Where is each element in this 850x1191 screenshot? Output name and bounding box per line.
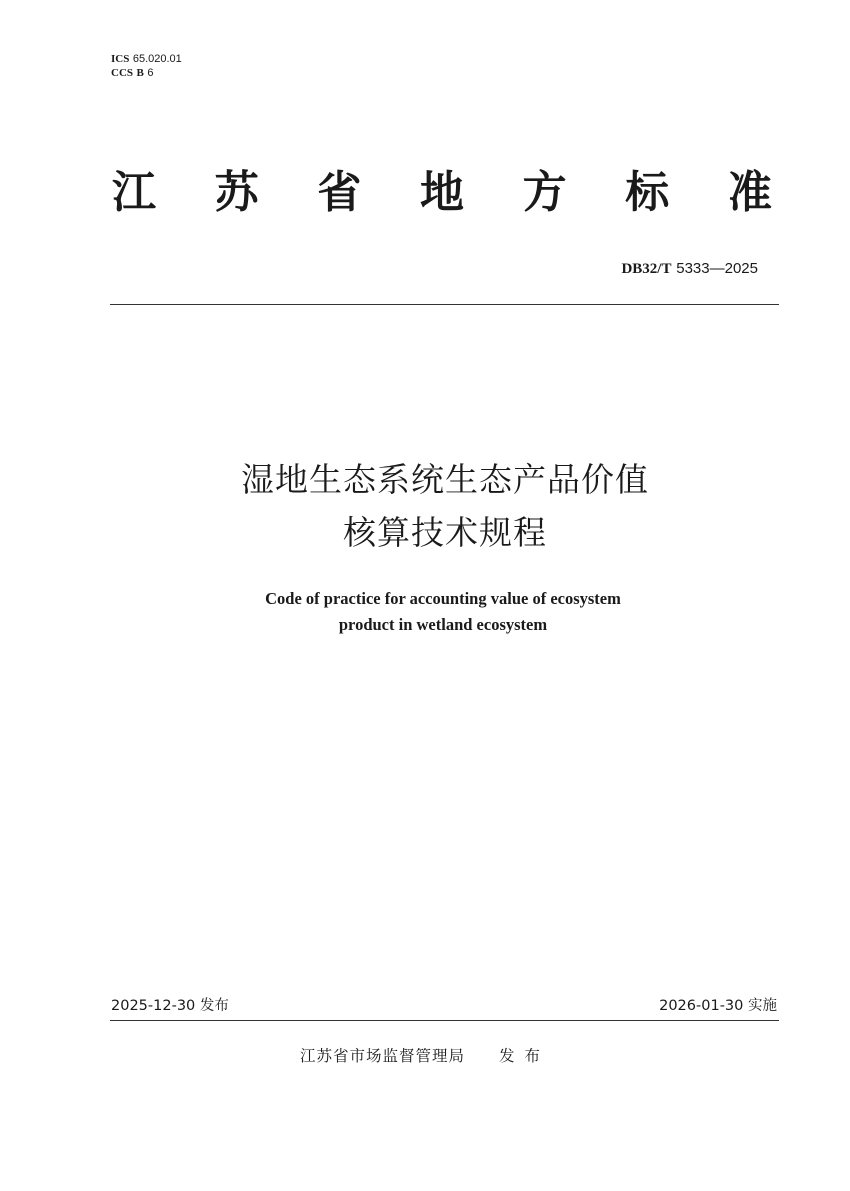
- standard-prefix: DB32/T: [621, 261, 672, 277]
- top-divider: [110, 304, 779, 305]
- ccs-value: 6: [147, 67, 154, 79]
- chinese-title-line2: 核算技术规程: [343, 513, 547, 552]
- header-char: 苏: [214, 167, 259, 218]
- header-char: 地: [419, 167, 464, 218]
- english-title-line1: Code of practice for accounting value of ecosystem: [265, 589, 621, 608]
- header-char: 省: [317, 167, 362, 218]
- issuing-authority: [0, 1044, 850, 1068]
- issue-date: 2025-12-30 发布: [111, 998, 229, 1014]
- english-title-line2: product in wetland ecosystem: [338, 615, 548, 634]
- ccs-label: CCS: [111, 67, 134, 79]
- classification-codes: [111, 52, 182, 80]
- header-char: 江: [112, 167, 156, 218]
- implementation-date: 2026-01-30 实施: [659, 998, 777, 1014]
- issuer-action: 发布: [499, 1047, 551, 1065]
- chinese-title-line1: 湿地生态系统生态产品价值: [241, 460, 649, 499]
- standard-number: [621, 259, 758, 278]
- header-char: 标: [625, 167, 670, 218]
- header-char: 准: [727, 167, 772, 218]
- standard-code: 5333—2025: [676, 260, 758, 277]
- issuer-name: 江苏省市场监督管理局: [299, 1047, 465, 1065]
- bottom-divider: [110, 1020, 779, 1021]
- ics-code: [111, 52, 182, 66]
- ics-label: ICS: [111, 53, 130, 65]
- header-char: 方: [522, 167, 567, 218]
- standard-category-title: [112, 165, 772, 221]
- ics-value: 65.020.01: [132, 53, 182, 65]
- ccs-code: [111, 66, 182, 80]
- ccs-category: B: [136, 67, 144, 79]
